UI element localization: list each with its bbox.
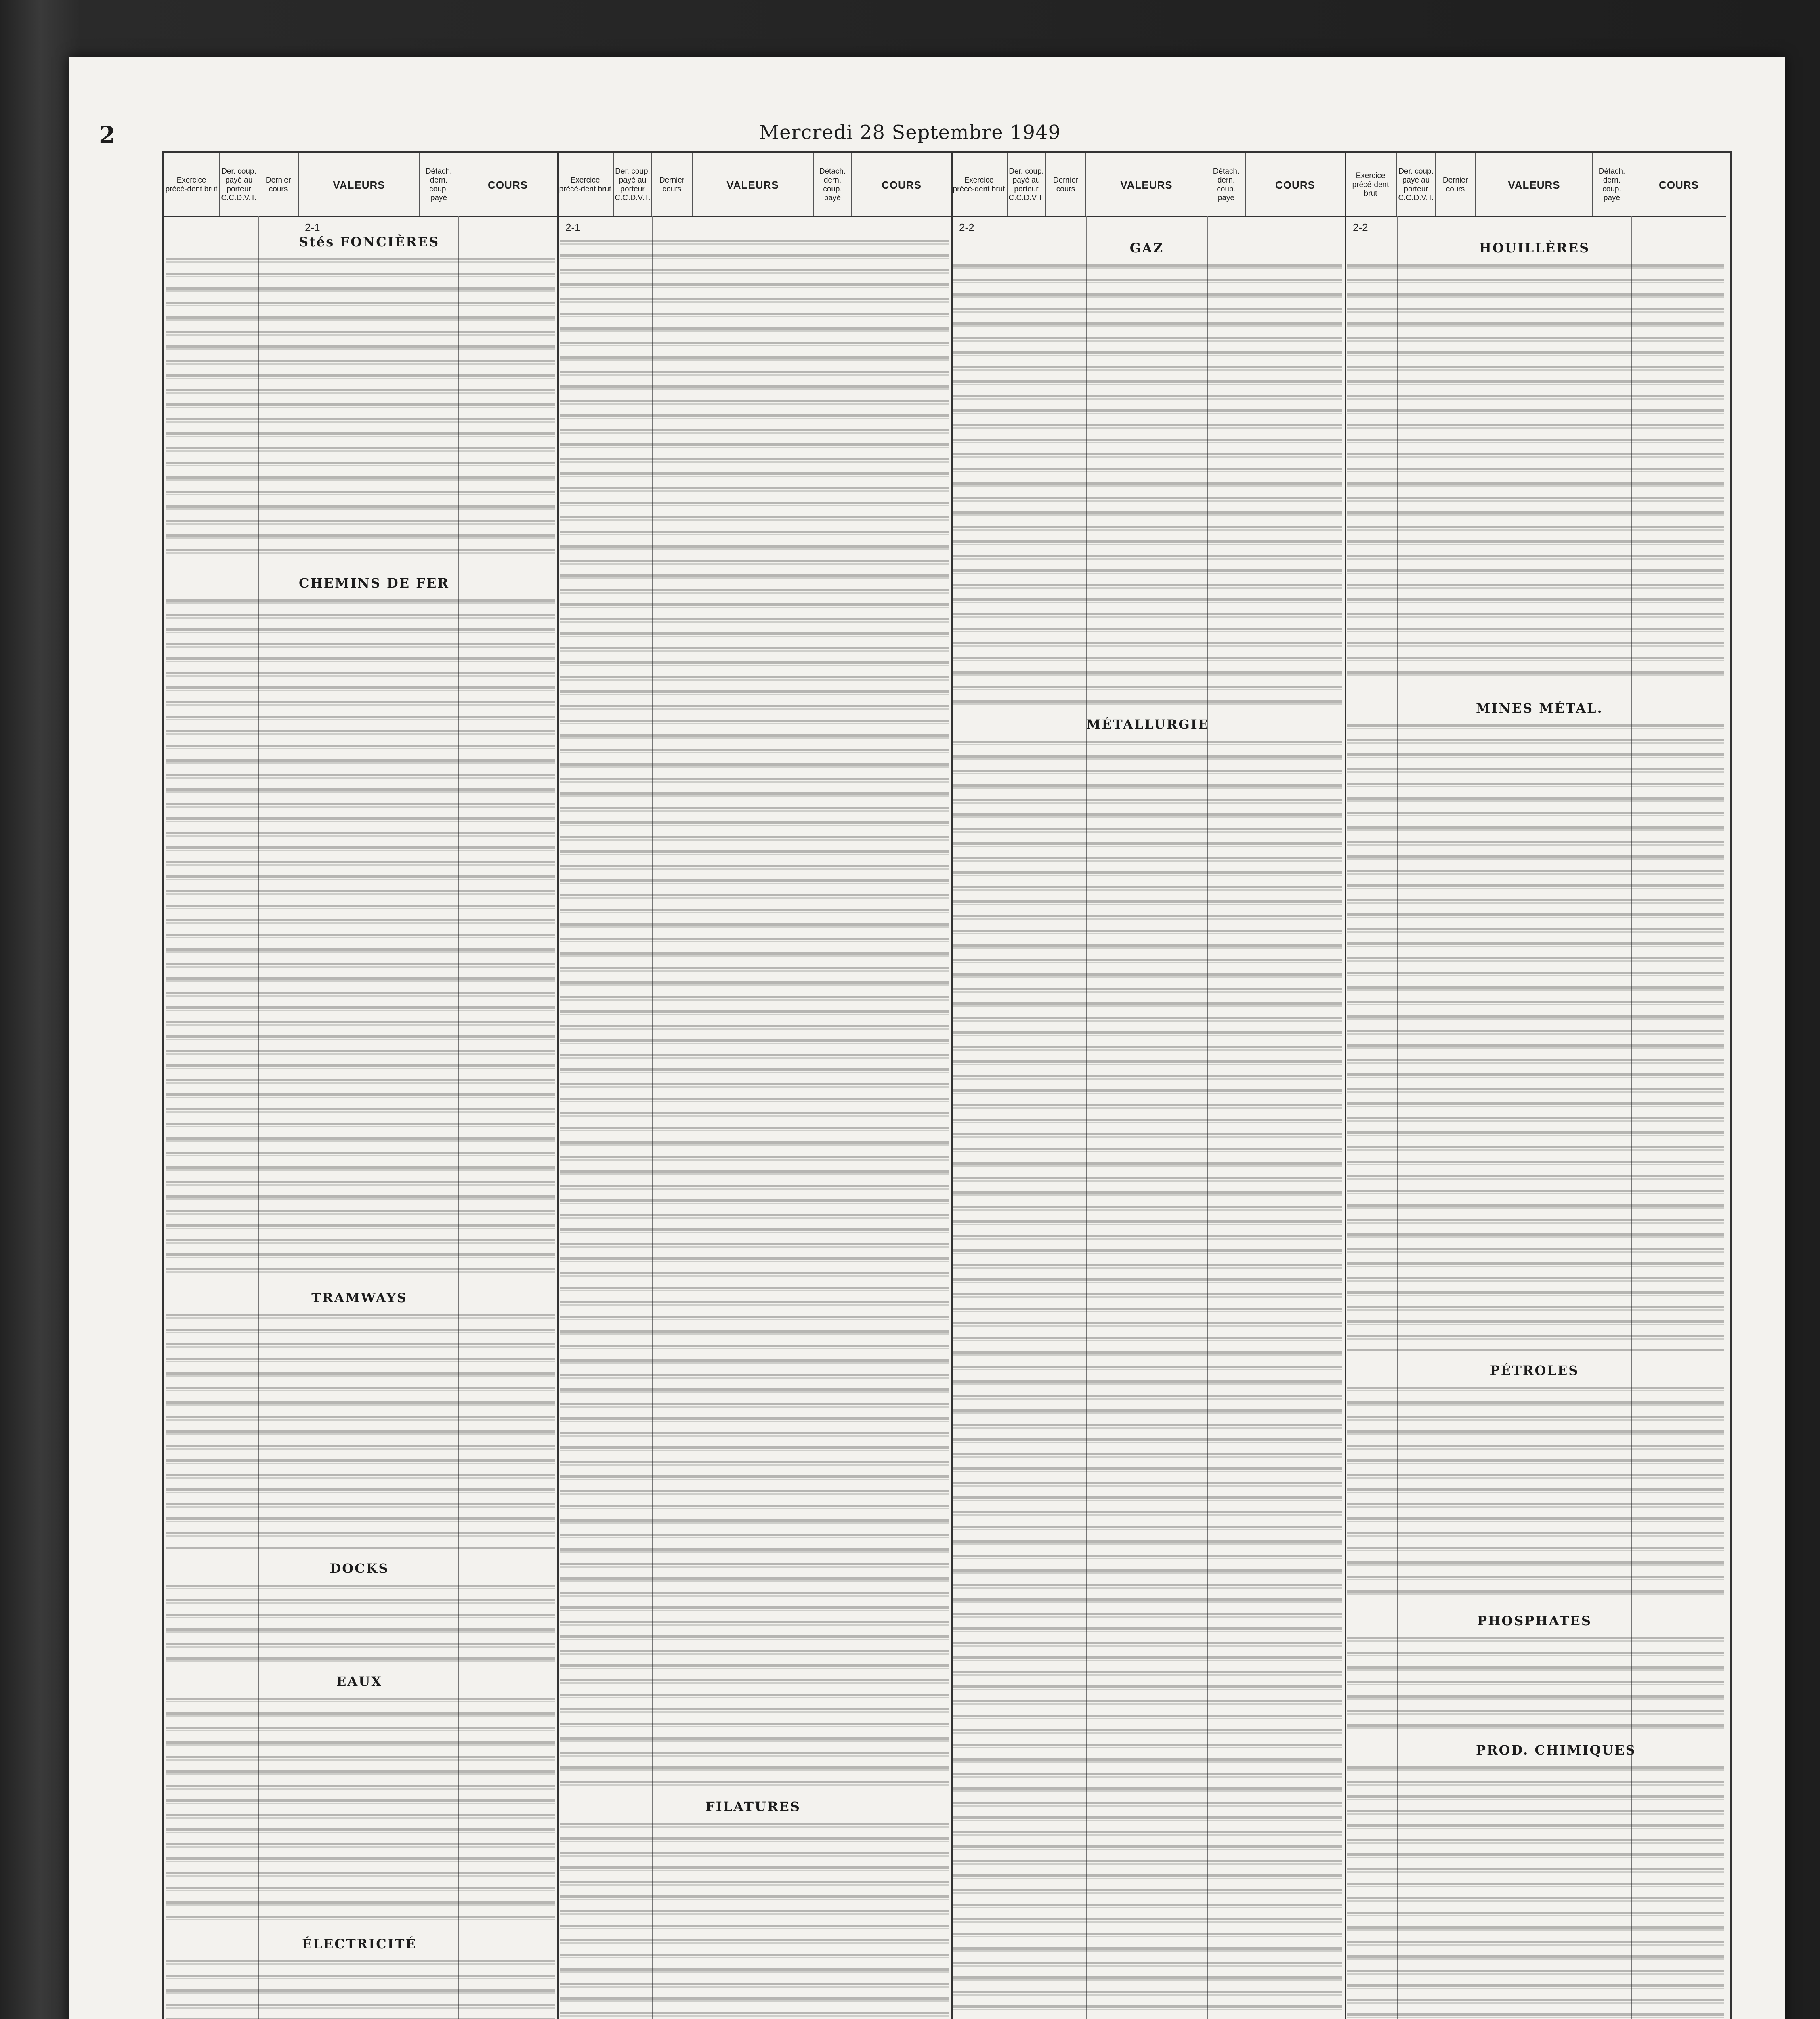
header-dernier-cours: Dernier cours <box>258 153 299 216</box>
header-detach: Détach. dern. coup. payé <box>420 153 458 216</box>
header-exercice: Exercice précé-dent brut <box>164 153 220 216</box>
section-title: DOCKS <box>330 1561 389 1576</box>
header-coupon: Der. coup. payé au porteur C.C.D.V.T. <box>220 153 258 216</box>
coupon-tag: 2-1 <box>565 221 581 233</box>
coupon-tag: 2-2 <box>1353 221 1368 233</box>
section-title: PHOSPHATES <box>1477 1613 1592 1629</box>
coupon-tag: 2-2 <box>959 221 974 233</box>
section-title: PÉTROLES <box>1490 1363 1579 1378</box>
section-title: MÉTALLURGIE <box>1086 717 1209 732</box>
page-number: 2 <box>99 121 115 149</box>
header-valeurs: VALEURS <box>1476 153 1593 216</box>
section-title: EAUX <box>336 1674 382 1689</box>
running-head-date: Mercredi 28 Septembre 1949 <box>759 121 1061 144</box>
header-valeurs: VALEURS <box>1086 153 1207 216</box>
quotation-block-4 <box>1345 153 1726 2019</box>
quotation-block-3 <box>951 153 1346 2019</box>
section-title: CHEMINS DE FER <box>299 575 449 591</box>
header-cours: COURS <box>1275 178 1315 191</box>
listing-rows <box>166 1310 555 1549</box>
listing-rows <box>953 737 1342 2019</box>
listing-rows <box>1347 1763 1724 2019</box>
quotation-block-1 <box>164 153 559 2019</box>
header-dernier-cours: Dernier cours <box>1436 153 1476 216</box>
listing-rows <box>166 1694 555 1926</box>
listing-rows <box>560 236 949 1787</box>
section-title: FILATURES <box>705 1799 801 1814</box>
header-coupon: Der. coup. payé au porteur C.C.D.V.T. <box>1008 153 1046 216</box>
header-detach: Détach. dern. coup. payé <box>1207 153 1246 216</box>
quotation-block-2 <box>557 153 953 2019</box>
coupon-tag: 2-1 <box>305 221 320 233</box>
listing-rows <box>560 1819 949 2019</box>
listing-rows <box>1347 721 1724 1351</box>
header-valeurs: VALEURS <box>299 153 420 216</box>
listing-rows <box>166 1956 555 2019</box>
listing-rows <box>166 254 555 555</box>
section-title: MINES MÉTAL. <box>1476 701 1603 716</box>
header-coupon: Der. coup. payé au porteur C.C.D.V.T. <box>614 153 652 216</box>
header-dernier-cours: Dernier cours <box>652 153 693 216</box>
header-exercice: Exercice précé-dent brut <box>557 153 614 216</box>
listing-rows <box>166 1581 555 1666</box>
listing-rows <box>1347 260 1724 682</box>
header-coupon: Der. coup. payé au porteur C.C.D.V.T. <box>1397 153 1436 216</box>
listing-rows <box>1347 1633 1724 1730</box>
section-title: ÉLECTRICITÉ <box>302 1936 417 1952</box>
quotation-table <box>162 151 1732 2019</box>
listing-rows <box>1347 1383 1724 1605</box>
header-detach: Détach. dern. coup. payé <box>1593 153 1631 216</box>
header-exercice: Exercice précé-dent brut <box>1345 153 1397 216</box>
listing-rows <box>166 596 555 1278</box>
section-title: HOUILLÈRES <box>1479 240 1590 256</box>
header-exercice: Exercice précé-dent brut <box>951 153 1008 216</box>
header-dernier-cours: Dernier cours <box>1046 153 1086 216</box>
header-cours: COURS <box>882 178 922 191</box>
header-detach: Détach. dern. coup. payé <box>814 153 852 216</box>
section-title: GAZ <box>1129 240 1164 256</box>
section-title: TRAMWAYS <box>311 1290 407 1305</box>
section-title: Stés FONCIÈRES <box>299 234 440 250</box>
header-cours: COURS <box>488 178 528 191</box>
header-valeurs: VALEURS <box>693 153 814 216</box>
header-cours: COURS <box>1659 178 1699 191</box>
section-title: PROD. CHIMIQUES <box>1476 1742 1636 1758</box>
listing-rows <box>953 260 1342 705</box>
